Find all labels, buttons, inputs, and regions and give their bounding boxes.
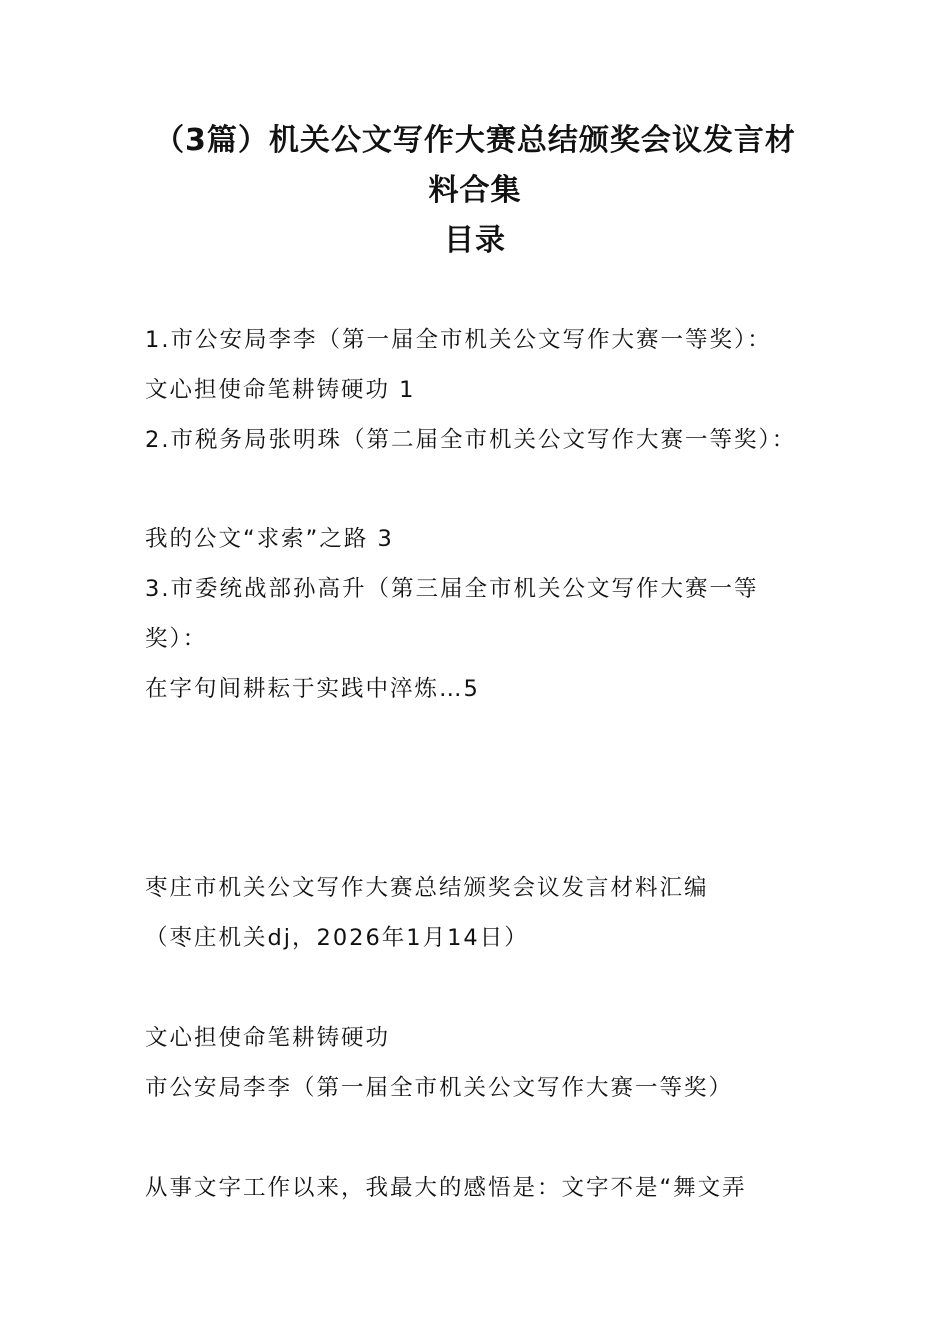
speech-body-paragraph: 从事文字工作以来，我最大的感悟是：文字不是“舞文弄 <box>145 1175 747 1201</box>
document-title-line1: （3篇）机关公文写作大赛总结颁奖会议发言材 <box>154 123 796 158</box>
toc-entry-1-title[interactable]: 1.市公安局李李（第一届全市机关公文写作大赛一等奖）： <box>145 327 772 353</box>
toc-entry-3-title[interactable]: 3.市委统战部孙高升（第三届全市机关公文写作大赛一等 <box>145 576 759 602</box>
document-title-line2: 料合集 <box>428 173 522 208</box>
toc-entry-2-title[interactable]: 2.市税务局张明珠（第二届全市机关公文写作大赛一等奖）： <box>145 427 797 453</box>
speech-title: 文心担使命笔耕铸硬功 <box>145 1025 391 1051</box>
toc-entry-3-title-cont[interactable]: 奖）： <box>145 626 208 652</box>
toc-entry-3-subtitle[interactable]: 在字句间耕耘于实践中淬炼…5 <box>145 676 480 702</box>
toc-entry-2-subtitle[interactable]: 我的公文“求索”之路 3 <box>145 526 394 552</box>
compilation-title: 枣庄市机关公文写作大赛总结颁奖会议发言材料汇编 <box>145 875 709 901</box>
toc-heading: 目录 <box>444 223 506 258</box>
compilation-source: （枣庄机关dj，2026年1月14日） <box>145 925 529 951</box>
toc-entry-1-subtitle[interactable]: 文心担使命笔耕铸硬功 1 <box>145 377 416 403</box>
speech-author: 市公安局李李（第一届全市机关公文写作大赛一等奖） <box>145 1075 734 1101</box>
